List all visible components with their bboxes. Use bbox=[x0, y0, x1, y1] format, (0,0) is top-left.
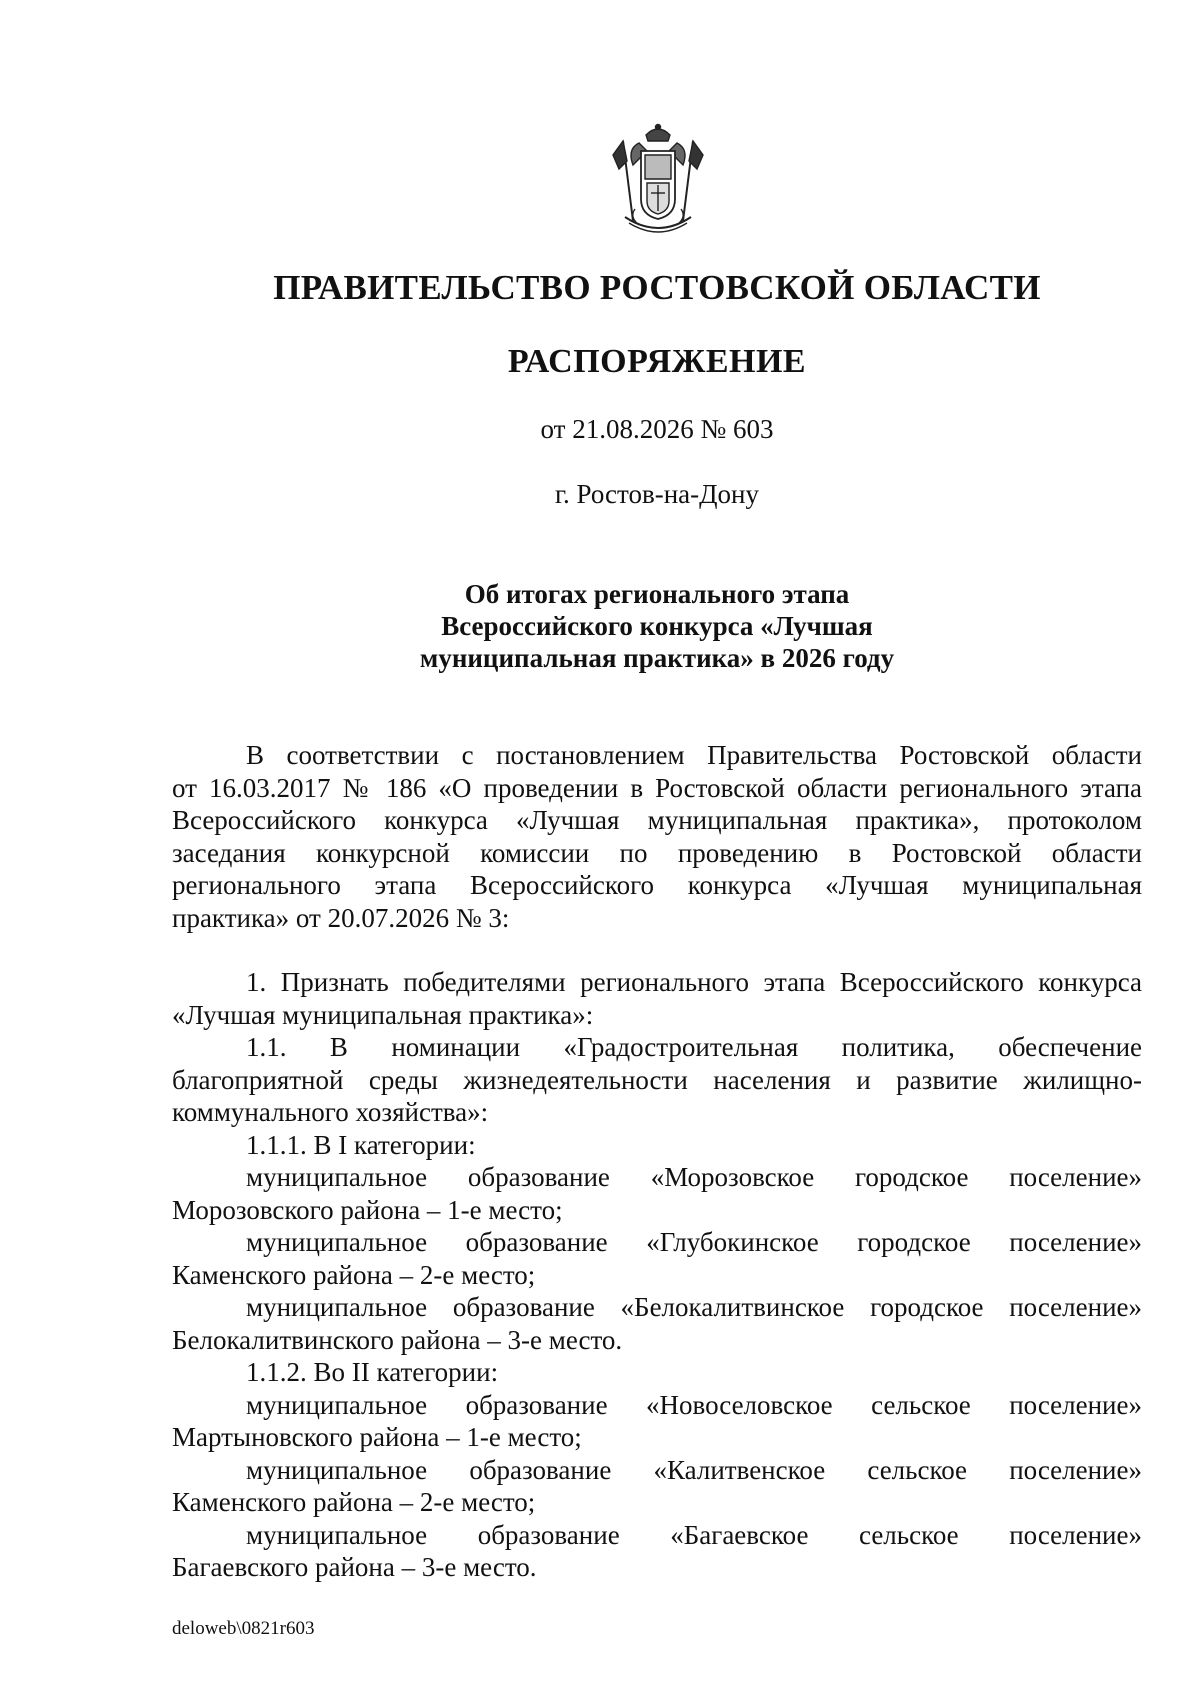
text-line: благоприятной среды жизнедеятельности населения и развитие жилищно- bbox=[172, 1064, 1142, 1095]
text-line: 1.1. В номинации «Градостроительная политика, обеспечение bbox=[246, 1032, 1142, 1062]
text-line: 1. Признать победителями регионального этапа Всероссийского конкурса bbox=[246, 967, 1142, 997]
winner-line: Мартыновского района – 1-е место; bbox=[172, 1422, 582, 1452]
document-date-number: от 21.08.2026 № 603 bbox=[540, 414, 774, 444]
text-line: от 16.03.2017 № 186 «О проведении в Ростовской области регионального этапа bbox=[172, 772, 1142, 803]
winner-line: Морозовского района – 1-е место; bbox=[172, 1194, 563, 1225]
category-heading: 1.1.1. В I категории: bbox=[246, 1129, 476, 1160]
winner-line: муниципальное образование «Новоселовское сельское поселение» bbox=[246, 1389, 1142, 1420]
category-heading: 1.1.2. Во II категории: bbox=[246, 1357, 499, 1387]
document-footer-id: deloweb\0821r603 bbox=[172, 1618, 315, 1639]
winner-line: Каменского района – 2-е место; bbox=[172, 1487, 536, 1517]
text-line: «Лучшая муниципальная практика»: bbox=[172, 999, 594, 1030]
winner-line: муниципальное образование «Глубокинское городское поселение» bbox=[246, 1227, 1142, 1257]
winner-line: Белокалитвинского района – 3-е место. bbox=[172, 1324, 623, 1355]
subject-line: Всероссийского конкурса «Лучшая bbox=[441, 611, 873, 641]
coat-of-arms-icon bbox=[599, 121, 717, 239]
text-line: заседания конкурсной комиссии по проведению в Ростовской области bbox=[172, 837, 1142, 868]
subject-line: Об итогах регионального этапа bbox=[464, 579, 850, 609]
item-1 bbox=[172, 966, 1142, 1031]
text-line: практика» от 20.07.2026 № 3: bbox=[172, 902, 510, 933]
text-line: регионального этапа Всероссийского конкурса «Лучшая муниципальная bbox=[172, 870, 1142, 900]
item-1-1 bbox=[172, 1031, 1142, 1584]
winner-line: муниципальное образование «Морозовское городское поселение» bbox=[246, 1162, 1142, 1192]
winner-line: Багаевского района – 3-е место. bbox=[172, 1552, 537, 1582]
organization-title: ПРАВИТЕЛЬСТВО РОСТОВСКОЙ ОБЛАСТИ bbox=[273, 268, 1041, 307]
winner-line: муниципальное образование «Калитвенское сельское поселение» bbox=[246, 1454, 1142, 1485]
preamble-paragraph bbox=[172, 739, 1142, 934]
winner-line: Каменского района – 2-е место; bbox=[172, 1259, 536, 1290]
text-line: коммунального хозяйства»: bbox=[172, 1097, 489, 1127]
document-city: г. Ростов-на-Дону bbox=[554, 479, 759, 509]
winner-line: муниципальное образование «Багаевское сельское поселение» bbox=[246, 1519, 1142, 1550]
text-line: Всероссийского конкурса «Лучшая муниципальная практика», протоколом bbox=[172, 805, 1142, 835]
subject-line: муниципальная практика» в 2026 году bbox=[419, 643, 895, 673]
text-line: В соответствии с постановлением Правительства Ростовской области bbox=[246, 740, 1142, 770]
document-subject bbox=[172, 578, 1142, 674]
winner-line: муниципальное образование «Белокалитвинское городское поселение» bbox=[246, 1292, 1142, 1322]
document-type: РАСПОРЯЖЕНИЕ bbox=[507, 343, 807, 380]
